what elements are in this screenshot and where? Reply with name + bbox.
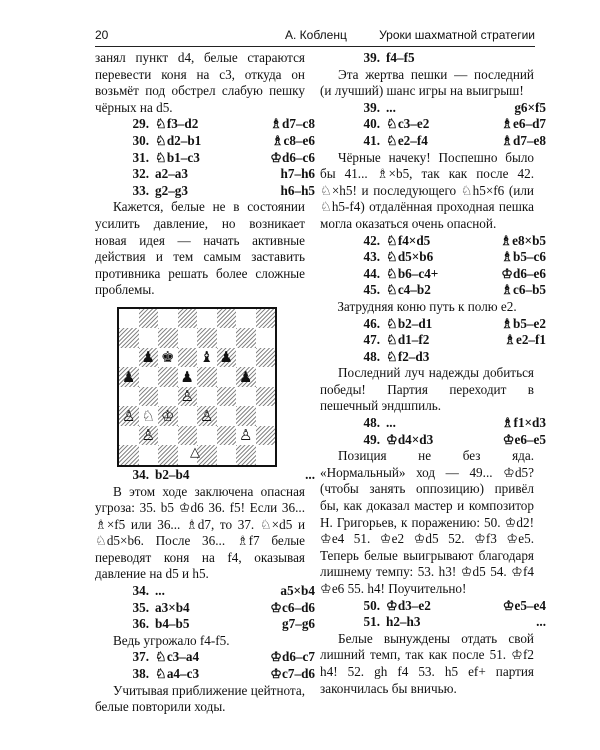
black-move: ♔e6–e5 — [502, 431, 546, 447]
board-square — [119, 387, 139, 407]
paragraph: Затрудняя коню путь к полю е2. — [337, 298, 517, 314]
board-square — [119, 445, 139, 465]
move-row — [119, 116, 315, 133]
board-square — [197, 328, 217, 348]
board-square — [197, 426, 217, 446]
move-number: 34. — [132, 583, 149, 599]
white-move: g2–g3 — [155, 182, 188, 198]
move-row — [119, 466, 315, 484]
board-square — [217, 328, 237, 348]
black-move: ♔c6–d6 — [270, 599, 315, 615]
move-row — [350, 315, 546, 333]
move-list — [95, 583, 315, 633]
move-row — [350, 431, 546, 449]
move-row — [119, 583, 315, 600]
black-move: ♗d7–e8 — [501, 132, 546, 148]
board-square — [158, 426, 178, 446]
chess-piece: ♟ — [236, 367, 256, 387]
black-move: ♔e5–e4 — [502, 597, 546, 613]
white-move: b2–b4 — [155, 466, 190, 482]
white-move: ♘a4–c3 — [155, 666, 200, 682]
board-square — [256, 309, 276, 329]
running-header — [95, 28, 535, 46]
board-square — [158, 387, 178, 407]
white-move: ... — [155, 583, 165, 599]
chess-piece: ♟ — [139, 348, 159, 368]
move-row — [119, 182, 315, 200]
move-number: 41. — [363, 132, 380, 148]
black-move: ♗f1×d3 — [501, 415, 546, 431]
chess-diagram — [117, 307, 277, 467]
black-move: ... — [305, 466, 315, 482]
white-move: b4–b5 — [155, 616, 190, 632]
board-square — [158, 445, 178, 465]
move-row — [350, 132, 546, 150]
author-name: А. Кобленц — [285, 28, 347, 42]
chess-piece: ♔ — [158, 406, 178, 426]
move-number: 50. — [363, 597, 380, 613]
paragraph: Позиция не без яда. «Нормальный» ход — 49... ♔d5? (чтобы занять оппозицию) привёл бы, как доказал мастер и композитор Н. Григорьев, к поражению: 50. ♔d2! ♔e4 51. ♔e2 ♔d5 52. ♔f3 ♔e5. Теперь белые выигрывают благодаря лишнему темпу: 53. h3! ♔d5 54. ♔f4 ♔e6 55. h4! Поучительно! — [320, 448, 534, 596]
move-row — [350, 597, 546, 615]
board-square — [217, 367, 237, 387]
black-move: ♗e2–f1 — [504, 332, 546, 348]
board-square — [256, 348, 276, 368]
move-list — [320, 232, 546, 299]
move-number: 47. — [363, 332, 380, 348]
chess-piece: ♙ — [197, 406, 217, 426]
board-square — [178, 406, 198, 426]
paragraph: Белые вынуждены отдать свой лишний темп, так как после 51. ♔f2 h4! 52. gh f4 53. h5 ef+ партия закончилась бы вничью. — [320, 630, 534, 696]
white-move: ♘f4×d5 — [386, 232, 431, 248]
move-number: 30. — [132, 132, 149, 148]
board-square — [236, 406, 256, 426]
move-number: 48. — [363, 415, 380, 431]
board-square — [119, 348, 139, 368]
left-column — [95, 50, 315, 716]
board-square — [256, 387, 276, 407]
move-list — [320, 315, 546, 366]
board-square — [119, 328, 139, 348]
move-row — [350, 50, 534, 67]
black-move: ♗c6–b5 — [501, 282, 546, 298]
move-number: 34. — [132, 466, 149, 482]
move-list — [95, 466, 315, 484]
board-square — [197, 367, 217, 387]
board-square — [217, 445, 237, 465]
black-move: g6×f5 — [514, 99, 546, 115]
board-square — [158, 367, 178, 387]
move-row — [350, 282, 546, 299]
move-number: 42. — [363, 232, 380, 248]
black-move: ♗e8×b5 — [500, 232, 546, 248]
move-row — [350, 99, 546, 117]
move-row — [119, 166, 315, 183]
paragraph: Ведь угрожало f4-f5. — [113, 632, 230, 648]
black-move: ♔d6–c7 — [270, 649, 315, 665]
board-square — [256, 445, 276, 465]
board-square — [256, 328, 276, 348]
white-move: ♘f3–d2 — [155, 116, 199, 132]
move-row — [350, 232, 546, 250]
board-square — [217, 406, 237, 426]
board-square — [197, 387, 217, 407]
move-number: 49. — [363, 431, 380, 447]
move-number: 32. — [132, 166, 149, 182]
black-move: ♔c7–d6 — [270, 666, 315, 682]
white-move: ♘e2–f4 — [386, 132, 428, 148]
white-move: ♘f2–d3 — [386, 348, 430, 364]
board-square — [139, 445, 159, 465]
board-square — [178, 348, 198, 368]
move-number: 44. — [363, 265, 380, 281]
board-square — [217, 309, 237, 329]
move-list — [320, 415, 546, 448]
move-number: 39. — [363, 50, 380, 65]
paragraph: Учитывая приближение цейтнота, белые повторили ходы. — [95, 682, 305, 715]
move-row — [350, 265, 546, 283]
board-square — [236, 309, 256, 329]
board-square — [256, 406, 276, 426]
board-square — [197, 309, 217, 329]
white-move: ... — [386, 99, 396, 115]
black-move: ♔d6–e6 — [501, 265, 546, 281]
white-move: ♘c3–a4 — [155, 649, 200, 665]
board-square — [236, 348, 256, 368]
move-number: 46. — [363, 315, 380, 331]
move-number: 29. — [132, 116, 149, 132]
move-row — [350, 332, 546, 349]
page-number: 20 — [95, 28, 109, 42]
chess-piece: ♟ — [178, 367, 198, 387]
white-move: ♘b1–c3 — [155, 149, 200, 165]
black-move: ♗b5–c6 — [501, 249, 546, 265]
move-list — [320, 597, 546, 631]
move-number: 45. — [363, 282, 380, 298]
paragraph: В этом ходе заключена опасная угроза: 35. b5 ♔d6 36. f5! Если 36... ♗×f5 или 36... ♗d7, то 37. ♘×d5 и ♘d5×b6. После 36... ♗f7 белые переводят коня на f4, оказывая давление на d5 и h5. — [95, 483, 305, 582]
book-title: Уроки шахматной стратегии — [379, 28, 535, 42]
move-row — [119, 599, 315, 617]
move-number: 43. — [363, 249, 380, 265]
black-move: a5×b4 — [280, 583, 315, 599]
chess-piece: ♙ — [178, 387, 198, 407]
move-row — [119, 666, 315, 683]
black-move: ♗e6–d7 — [501, 116, 546, 132]
white-move: ♘d5×b6 — [386, 249, 434, 265]
black-move: ... — [536, 614, 546, 630]
right-column — [320, 50, 546, 697]
board-square — [178, 426, 198, 446]
board-square — [119, 309, 139, 329]
board-square — [236, 445, 256, 465]
move-row — [350, 614, 546, 631]
white-move: a3×b4 — [155, 599, 190, 615]
move-number: 48. — [363, 348, 380, 364]
white-move: ♘c4–b2 — [386, 282, 431, 298]
move-number: 38. — [132, 666, 149, 682]
black-move: ♔d6–c6 — [270, 149, 315, 165]
chess-piece: ♘ — [139, 406, 159, 426]
black-move — [462, 349, 552, 366]
move-number: 36. — [132, 616, 149, 632]
board-square — [158, 309, 178, 329]
move-number: 37. — [132, 649, 149, 665]
board-square — [178, 309, 198, 329]
move-row — [119, 649, 315, 666]
paragraph: Чёрные начеку! Поспешно было бы 41... ♗×b5, так как после 42. ♘×h5! и последующего ♘h5×f6 (или ♘h5-f4) отдалённая проходная пешка могла оказаться очень опасной. — [320, 149, 534, 231]
move-row — [350, 349, 534, 366]
move-list — [95, 649, 315, 682]
white-to-move-triangle: △ — [190, 445, 200, 460]
paragraph: Последний луч надежды добиться победы! Партия переходит в пешечный эндшпиль. — [320, 365, 534, 414]
move-list — [320, 50, 534, 67]
white-move: a2–a3 — [155, 166, 188, 182]
move-list — [95, 116, 315, 199]
chess-piece: ♚ — [158, 348, 178, 368]
board-square — [139, 328, 159, 348]
board-square — [158, 328, 178, 348]
board-square — [236, 387, 256, 407]
board-square — [178, 328, 198, 348]
move-row — [119, 132, 315, 150]
move-row — [350, 116, 546, 133]
move-number: 39. — [363, 99, 380, 115]
chess-piece: ♙ — [139, 426, 159, 446]
white-move: ♘c3–e2 — [386, 116, 430, 132]
black-move: h6–h5 — [280, 182, 315, 198]
board-square — [139, 309, 159, 329]
board-square — [139, 367, 159, 387]
chess-piece: ♙ — [119, 406, 139, 426]
move-number: 33. — [132, 182, 149, 198]
white-move: ♘b2–d1 — [386, 315, 433, 331]
white-move: f4–f5 — [386, 50, 415, 65]
black-move — [462, 50, 552, 67]
board-square — [217, 387, 237, 407]
black-move: h7–h6 — [280, 166, 315, 182]
paragraph: занял пункт d4, белые стараются перевести коня на с3, откуда он возьмёт под обстрел слабую пешку чёрных на d5. — [95, 50, 305, 115]
black-move: ♗d7–c8 — [270, 116, 315, 132]
white-move: ♘d1–f2 — [386, 332, 430, 348]
move-number: 40. — [363, 116, 380, 132]
white-move: h2–h3 — [386, 614, 421, 630]
paragraph: Эта жертва пешки — последний (и лучший) шанс игры на выигрыш! — [320, 66, 534, 99]
header-rule — [95, 46, 535, 47]
board-square — [217, 426, 237, 446]
move-list — [320, 99, 546, 150]
board-square — [256, 426, 276, 446]
black-move: ♗c8–e6 — [271, 132, 315, 148]
move-number: 31. — [132, 149, 149, 165]
paragraph: Кажется, белые не в состоянии усилить давление, но возникает новая идея — начать активные действия и тем самым заставить противника решать более сложные проблемы. — [95, 199, 305, 298]
move-row — [350, 415, 546, 432]
black-move: g7–g6 — [282, 616, 315, 632]
white-move: ♘b6–c4+ — [386, 265, 439, 281]
white-move: ♔d3–e2 — [386, 597, 431, 613]
move-row — [350, 249, 546, 266]
chess-piece: ♝ — [197, 348, 217, 368]
white-move: ♘d2–b1 — [155, 132, 202, 148]
move-number: 35. — [132, 599, 149, 615]
chess-piece: ♙ — [236, 426, 256, 446]
board-square — [119, 426, 139, 446]
black-move: ♗b5–e2 — [501, 315, 546, 331]
board-square — [256, 367, 276, 387]
chess-piece: ♟ — [119, 367, 139, 387]
chess-piece: ♟ — [217, 348, 237, 368]
move-row — [119, 616, 315, 633]
board-square — [139, 387, 159, 407]
white-move: ♔d4×d3 — [386, 431, 434, 447]
move-row — [119, 149, 315, 167]
move-number: 51. — [363, 614, 380, 630]
board-square — [236, 328, 256, 348]
white-move: ... — [386, 415, 396, 431]
